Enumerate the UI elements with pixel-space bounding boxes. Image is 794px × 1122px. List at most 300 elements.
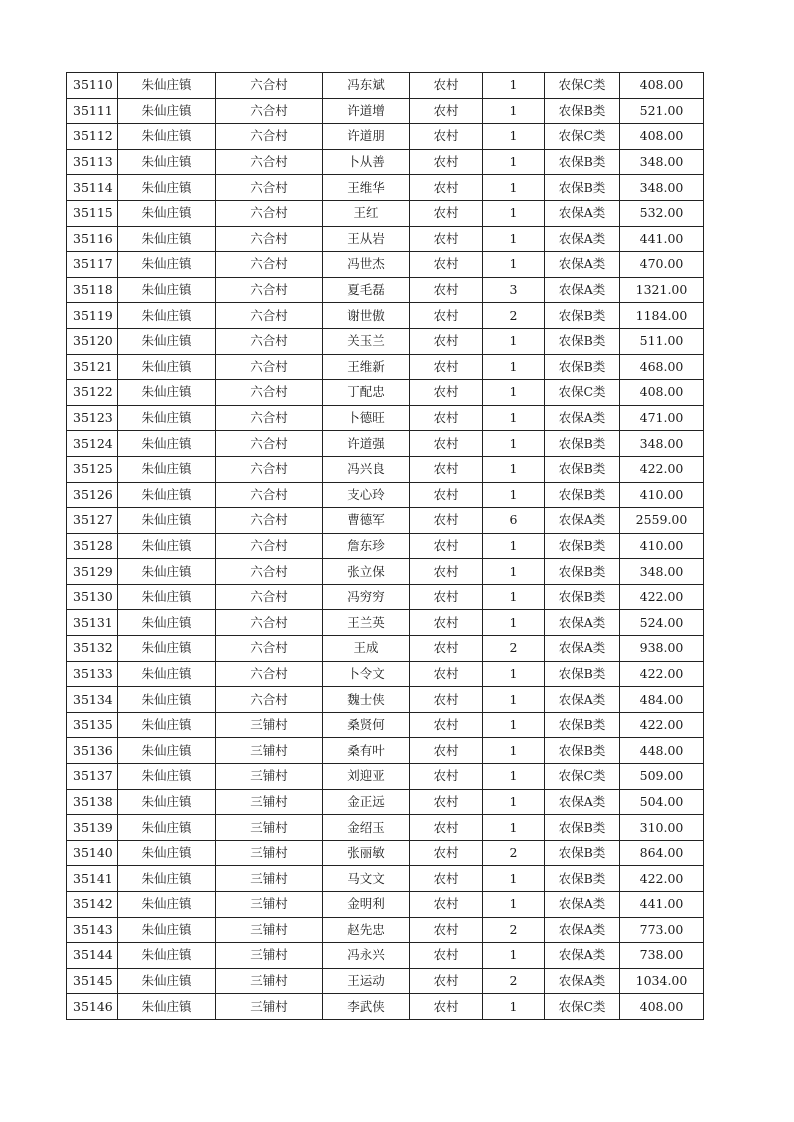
cell-village: 三铺村 [216, 994, 323, 1020]
cell-category: 农保A类 [545, 636, 620, 662]
cell-persons: 1 [483, 866, 545, 892]
cell-id: 35110 [67, 73, 118, 99]
cell-amount: 348.00 [620, 559, 704, 585]
cell-name: 王成 [323, 636, 410, 662]
cell-household-type: 农村 [410, 456, 483, 482]
cell-village: 六合村 [216, 584, 323, 610]
cell-amount: 521.00 [620, 98, 704, 124]
cell-household-type: 农村 [410, 866, 483, 892]
cell-category: 农保A类 [545, 610, 620, 636]
table-row [67, 456, 704, 482]
cell-category: 农保B类 [545, 456, 620, 482]
cell-town: 朱仙庄镇 [118, 328, 216, 354]
cell-town: 朱仙庄镇 [118, 661, 216, 687]
cell-household-type: 农村 [410, 892, 483, 918]
cell-household-type: 农村 [410, 149, 483, 175]
cell-town: 朱仙庄镇 [118, 994, 216, 1020]
cell-village: 三铺村 [216, 738, 323, 764]
cell-id: 35113 [67, 149, 118, 175]
cell-persons: 1 [483, 610, 545, 636]
cell-name: 王维华 [323, 175, 410, 201]
cell-name: 张丽敏 [323, 840, 410, 866]
cell-category: 农保B类 [545, 738, 620, 764]
cell-persons: 1 [483, 380, 545, 406]
cell-category: 农保A类 [545, 892, 620, 918]
cell-name: 冯穷穷 [323, 584, 410, 610]
cell-household-type: 农村 [410, 328, 483, 354]
cell-category: 农保A类 [545, 943, 620, 969]
table-row [67, 380, 704, 406]
cell-persons: 1 [483, 431, 545, 457]
cell-town: 朱仙庄镇 [118, 533, 216, 559]
cell-category: 农保B类 [545, 175, 620, 201]
cell-village: 六合村 [216, 456, 323, 482]
cell-id: 35133 [67, 661, 118, 687]
cell-name: 魏士侠 [323, 687, 410, 713]
cell-village: 六合村 [216, 98, 323, 124]
cell-amount: 511.00 [620, 328, 704, 354]
cell-village: 六合村 [216, 533, 323, 559]
table-row [67, 610, 704, 636]
cell-village: 三铺村 [216, 840, 323, 866]
cell-household-type: 农村 [410, 917, 483, 943]
cell-id: 35120 [67, 328, 118, 354]
cell-id: 35137 [67, 764, 118, 790]
cell-id: 35123 [67, 405, 118, 431]
cell-amount: 408.00 [620, 124, 704, 150]
table-row [67, 354, 704, 380]
cell-name: 丁配忠 [323, 380, 410, 406]
cell-id: 35130 [67, 584, 118, 610]
table-row [67, 252, 704, 278]
cell-id: 35140 [67, 840, 118, 866]
cell-name: 夏毛磊 [323, 277, 410, 303]
table-row [67, 303, 704, 329]
cell-household-type: 农村 [410, 559, 483, 585]
cell-persons: 1 [483, 98, 545, 124]
cell-category: 农保A类 [545, 277, 620, 303]
table-row [67, 917, 704, 943]
cell-id: 35143 [67, 917, 118, 943]
table-row [67, 508, 704, 534]
cell-category: 农保B类 [545, 149, 620, 175]
table-row [67, 98, 704, 124]
cell-household-type: 农村 [410, 738, 483, 764]
cell-name: 李武侠 [323, 994, 410, 1020]
table-row [67, 200, 704, 226]
cell-village: 六合村 [216, 508, 323, 534]
cell-id: 35138 [67, 789, 118, 815]
cell-amount: 471.00 [620, 405, 704, 431]
cell-category: 农保B类 [545, 98, 620, 124]
cell-village: 六合村 [216, 661, 323, 687]
cell-household-type: 农村 [410, 840, 483, 866]
cell-category: 农保C类 [545, 124, 620, 150]
cell-id: 35142 [67, 892, 118, 918]
cell-category: 农保B类 [545, 712, 620, 738]
cell-village: 三铺村 [216, 815, 323, 841]
cell-town: 朱仙庄镇 [118, 968, 216, 994]
cell-name: 冯兴良 [323, 456, 410, 482]
cell-id: 35128 [67, 533, 118, 559]
cell-name: 王维新 [323, 354, 410, 380]
cell-persons: 3 [483, 277, 545, 303]
cell-persons: 1 [483, 559, 545, 585]
cell-household-type: 农村 [410, 252, 483, 278]
cell-amount: 441.00 [620, 226, 704, 252]
cell-village: 六合村 [216, 175, 323, 201]
cell-amount: 408.00 [620, 380, 704, 406]
table-row [67, 789, 704, 815]
cell-amount: 1034.00 [620, 968, 704, 994]
cell-persons: 1 [483, 687, 545, 713]
table-row [67, 943, 704, 969]
cell-category: 农保A类 [545, 200, 620, 226]
table-row [67, 738, 704, 764]
cell-household-type: 农村 [410, 200, 483, 226]
cell-town: 朱仙庄镇 [118, 636, 216, 662]
cell-category: 农保A类 [545, 252, 620, 278]
cell-town: 朱仙庄镇 [118, 712, 216, 738]
cell-persons: 1 [483, 943, 545, 969]
cell-town: 朱仙庄镇 [118, 917, 216, 943]
cell-id: 35135 [67, 712, 118, 738]
cell-persons: 1 [483, 149, 545, 175]
table-row [67, 636, 704, 662]
cell-town: 朱仙庄镇 [118, 559, 216, 585]
cell-village: 六合村 [216, 559, 323, 585]
table-row [67, 661, 704, 687]
cell-household-type: 农村 [410, 277, 483, 303]
cell-persons: 1 [483, 712, 545, 738]
cell-id: 35139 [67, 815, 118, 841]
cell-town: 朱仙庄镇 [118, 456, 216, 482]
cell-id: 35144 [67, 943, 118, 969]
cell-name: 许道朋 [323, 124, 410, 150]
cell-category: 农保B类 [545, 303, 620, 329]
cell-household-type: 农村 [410, 815, 483, 841]
cell-persons: 2 [483, 840, 545, 866]
cell-persons: 1 [483, 815, 545, 841]
cell-town: 朱仙庄镇 [118, 149, 216, 175]
cell-amount: 422.00 [620, 456, 704, 482]
cell-household-type: 农村 [410, 303, 483, 329]
cell-town: 朱仙庄镇 [118, 508, 216, 534]
cell-village: 六合村 [216, 687, 323, 713]
cell-persons: 1 [483, 405, 545, 431]
cell-persons: 1 [483, 456, 545, 482]
table-row [67, 559, 704, 585]
cell-household-type: 农村 [410, 405, 483, 431]
cell-id: 35145 [67, 968, 118, 994]
cell-persons: 6 [483, 508, 545, 534]
beneficiary-table [66, 72, 704, 1020]
cell-name: 王运动 [323, 968, 410, 994]
cell-persons: 2 [483, 917, 545, 943]
cell-persons: 1 [483, 200, 545, 226]
cell-village: 三铺村 [216, 712, 323, 738]
cell-amount: 410.00 [620, 533, 704, 559]
cell-town: 朱仙庄镇 [118, 764, 216, 790]
cell-category: 农保B类 [545, 354, 620, 380]
cell-village: 六合村 [216, 354, 323, 380]
cell-amount: 532.00 [620, 200, 704, 226]
cell-name: 桑贤何 [323, 712, 410, 738]
cell-persons: 1 [483, 789, 545, 815]
cell-amount: 410.00 [620, 482, 704, 508]
cell-village: 六合村 [216, 200, 323, 226]
cell-persons: 1 [483, 354, 545, 380]
cell-category: 农保A类 [545, 968, 620, 994]
cell-persons: 2 [483, 636, 545, 662]
cell-category: 农保B类 [545, 866, 620, 892]
cell-amount: 408.00 [620, 994, 704, 1020]
cell-category: 农保B类 [545, 559, 620, 585]
cell-id: 35124 [67, 431, 118, 457]
cell-name: 冯世杰 [323, 252, 410, 278]
cell-id: 35136 [67, 738, 118, 764]
cell-id: 35118 [67, 277, 118, 303]
cell-town: 朱仙庄镇 [118, 815, 216, 841]
table-row [67, 687, 704, 713]
cell-amount: 422.00 [620, 661, 704, 687]
cell-name: 王从岩 [323, 226, 410, 252]
cell-village: 三铺村 [216, 764, 323, 790]
cell-id: 35114 [67, 175, 118, 201]
table-row [67, 815, 704, 841]
table-row [67, 584, 704, 610]
cell-category: 农保A类 [545, 405, 620, 431]
cell-persons: 1 [483, 533, 545, 559]
cell-amount: 484.00 [620, 687, 704, 713]
cell-household-type: 农村 [410, 661, 483, 687]
cell-persons: 1 [483, 175, 545, 201]
table-row [67, 892, 704, 918]
cell-village: 六合村 [216, 610, 323, 636]
table-row [67, 149, 704, 175]
cell-household-type: 农村 [410, 380, 483, 406]
cell-persons: 1 [483, 892, 545, 918]
cell-name: 卜德旺 [323, 405, 410, 431]
cell-name: 金明利 [323, 892, 410, 918]
cell-persons: 1 [483, 764, 545, 790]
cell-village: 三铺村 [216, 866, 323, 892]
cell-id: 35131 [67, 610, 118, 636]
cell-amount: 864.00 [620, 840, 704, 866]
table-row [67, 405, 704, 431]
table-row [67, 124, 704, 150]
cell-household-type: 农村 [410, 354, 483, 380]
cell-id: 35117 [67, 252, 118, 278]
cell-persons: 1 [483, 73, 545, 99]
table-body [67, 73, 704, 1020]
cell-village: 三铺村 [216, 943, 323, 969]
cell-name: 金绍玉 [323, 815, 410, 841]
cell-village: 六合村 [216, 431, 323, 457]
cell-household-type: 农村 [410, 943, 483, 969]
cell-household-type: 农村 [410, 636, 483, 662]
table-row [67, 175, 704, 201]
cell-id: 35116 [67, 226, 118, 252]
cell-household-type: 农村 [410, 789, 483, 815]
cell-category: 农保A类 [545, 789, 620, 815]
cell-persons: 2 [483, 303, 545, 329]
cell-household-type: 农村 [410, 584, 483, 610]
cell-town: 朱仙庄镇 [118, 738, 216, 764]
cell-name: 支心玲 [323, 482, 410, 508]
cell-amount: 470.00 [620, 252, 704, 278]
cell-town: 朱仙庄镇 [118, 354, 216, 380]
cell-name: 桑有叶 [323, 738, 410, 764]
cell-household-type: 农村 [410, 764, 483, 790]
cell-id: 35132 [67, 636, 118, 662]
cell-name: 刘迎亚 [323, 764, 410, 790]
cell-amount: 448.00 [620, 738, 704, 764]
cell-village: 三铺村 [216, 968, 323, 994]
cell-amount: 422.00 [620, 584, 704, 610]
cell-name: 冯东斌 [323, 73, 410, 99]
cell-amount: 348.00 [620, 431, 704, 457]
cell-amount: 422.00 [620, 712, 704, 738]
cell-town: 朱仙庄镇 [118, 200, 216, 226]
cell-town: 朱仙庄镇 [118, 943, 216, 969]
cell-village: 六合村 [216, 73, 323, 99]
table-row [67, 431, 704, 457]
cell-category: 农保A类 [545, 226, 620, 252]
cell-persons: 1 [483, 738, 545, 764]
cell-category: 农保A类 [545, 687, 620, 713]
cell-id: 35146 [67, 994, 118, 1020]
cell-amount: 408.00 [620, 73, 704, 99]
table-row [67, 482, 704, 508]
cell-village: 三铺村 [216, 789, 323, 815]
cell-village: 六合村 [216, 380, 323, 406]
cell-village: 六合村 [216, 252, 323, 278]
cell-persons: 1 [483, 124, 545, 150]
cell-name: 许道增 [323, 98, 410, 124]
cell-name: 曹德军 [323, 508, 410, 534]
cell-household-type: 农村 [410, 175, 483, 201]
cell-id: 35122 [67, 380, 118, 406]
table-row [67, 968, 704, 994]
table-row [67, 226, 704, 252]
cell-id: 35141 [67, 866, 118, 892]
cell-town: 朱仙庄镇 [118, 687, 216, 713]
cell-household-type: 农村 [410, 533, 483, 559]
cell-amount: 504.00 [620, 789, 704, 815]
cell-town: 朱仙庄镇 [118, 124, 216, 150]
cell-household-type: 农村 [410, 508, 483, 534]
cell-persons: 1 [483, 661, 545, 687]
cell-village: 六合村 [216, 303, 323, 329]
cell-town: 朱仙庄镇 [118, 175, 216, 201]
cell-amount: 348.00 [620, 149, 704, 175]
cell-category: 农保B类 [545, 533, 620, 559]
cell-town: 朱仙庄镇 [118, 892, 216, 918]
cell-name: 王兰英 [323, 610, 410, 636]
cell-id: 35111 [67, 98, 118, 124]
cell-town: 朱仙庄镇 [118, 73, 216, 99]
cell-household-type: 农村 [410, 98, 483, 124]
cell-household-type: 农村 [410, 687, 483, 713]
cell-category: 农保B类 [545, 584, 620, 610]
cell-amount: 1184.00 [620, 303, 704, 329]
cell-name: 马文文 [323, 866, 410, 892]
cell-amount: 422.00 [620, 866, 704, 892]
cell-amount: 738.00 [620, 943, 704, 969]
table-row [67, 840, 704, 866]
cell-household-type: 农村 [410, 994, 483, 1020]
cell-category: 农保A类 [545, 508, 620, 534]
cell-category: 农保B类 [545, 815, 620, 841]
cell-category: 农保C类 [545, 380, 620, 406]
cell-category: 农保B类 [545, 482, 620, 508]
cell-town: 朱仙庄镇 [118, 610, 216, 636]
cell-town: 朱仙庄镇 [118, 866, 216, 892]
cell-name: 卜从善 [323, 149, 410, 175]
cell-household-type: 农村 [410, 431, 483, 457]
cell-amount: 509.00 [620, 764, 704, 790]
table-row [67, 328, 704, 354]
cell-id: 35115 [67, 200, 118, 226]
cell-household-type: 农村 [410, 482, 483, 508]
cell-town: 朱仙庄镇 [118, 431, 216, 457]
cell-amount: 441.00 [620, 892, 704, 918]
cell-town: 朱仙庄镇 [118, 252, 216, 278]
cell-village: 六合村 [216, 482, 323, 508]
cell-town: 朱仙庄镇 [118, 303, 216, 329]
cell-household-type: 农村 [410, 712, 483, 738]
cell-persons: 1 [483, 482, 545, 508]
cell-village: 六合村 [216, 226, 323, 252]
cell-id: 35129 [67, 559, 118, 585]
cell-id: 35126 [67, 482, 118, 508]
cell-name: 赵先忠 [323, 917, 410, 943]
cell-category: 农保A类 [545, 917, 620, 943]
table-row [67, 994, 704, 1020]
cell-amount: 468.00 [620, 354, 704, 380]
table-row [67, 866, 704, 892]
cell-town: 朱仙庄镇 [118, 840, 216, 866]
cell-amount: 938.00 [620, 636, 704, 662]
cell-amount: 1321.00 [620, 277, 704, 303]
cell-village: 六合村 [216, 277, 323, 303]
cell-household-type: 农村 [410, 124, 483, 150]
cell-persons: 1 [483, 328, 545, 354]
cell-town: 朱仙庄镇 [118, 380, 216, 406]
cell-household-type: 农村 [410, 968, 483, 994]
table-row [67, 533, 704, 559]
cell-household-type: 农村 [410, 226, 483, 252]
cell-category: 农保C类 [545, 73, 620, 99]
cell-persons: 1 [483, 252, 545, 278]
cell-id: 35119 [67, 303, 118, 329]
cell-id: 35112 [67, 124, 118, 150]
cell-category: 农保B类 [545, 431, 620, 457]
table-row [67, 277, 704, 303]
cell-category: 农保B类 [545, 840, 620, 866]
cell-persons: 1 [483, 584, 545, 610]
cell-id: 35125 [67, 456, 118, 482]
cell-amount: 348.00 [620, 175, 704, 201]
cell-name: 许道强 [323, 431, 410, 457]
cell-household-type: 农村 [410, 73, 483, 99]
cell-village: 六合村 [216, 636, 323, 662]
cell-village: 六合村 [216, 124, 323, 150]
cell-category: 农保C类 [545, 764, 620, 790]
cell-name: 谢世傲 [323, 303, 410, 329]
cell-village: 六合村 [216, 405, 323, 431]
